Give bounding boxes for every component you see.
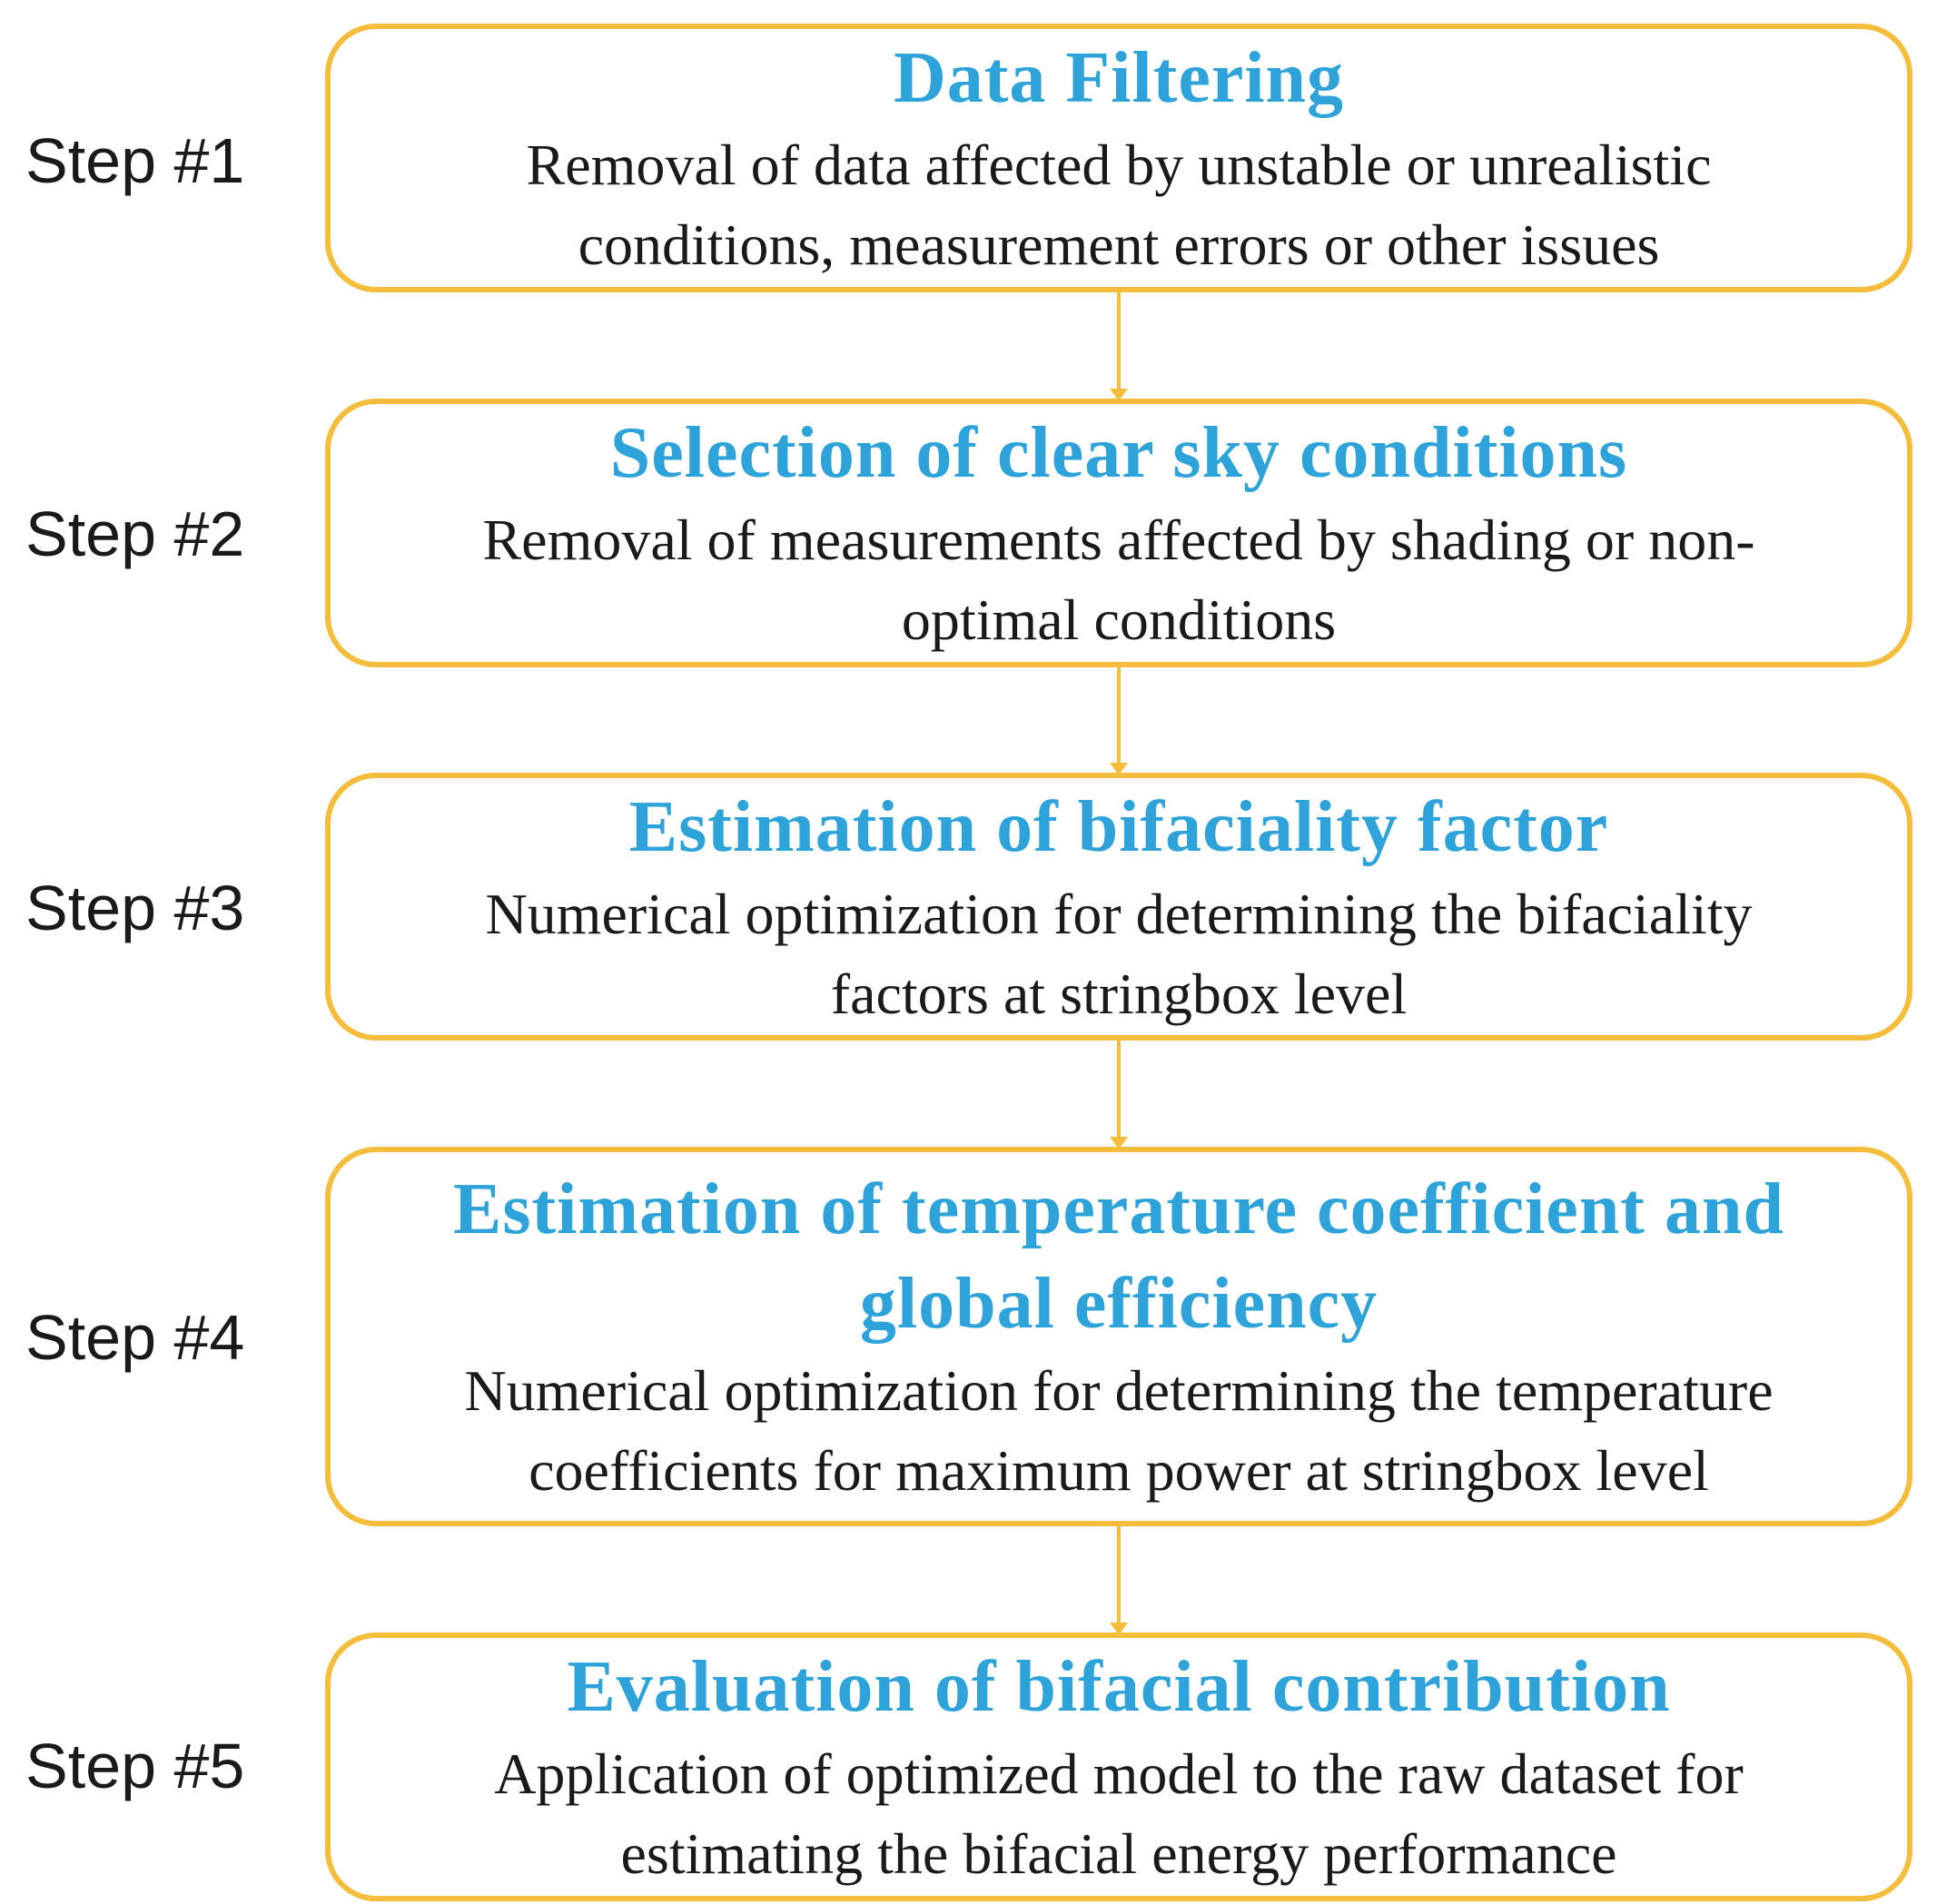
step-description-4: [464, 1351, 1773, 1511]
step-title-4: [453, 1162, 1784, 1351]
step-description-line: Application of optimized model to the raw dataset for: [494, 1741, 1744, 1806]
step-label-5: Step #5: [25, 1731, 245, 1801]
step-title-line: Evaluation of bifacial contribution: [567, 1647, 1671, 1727]
step-title-line: global efficiency: [859, 1264, 1379, 1344]
step-box-5: [325, 1633, 1912, 1901]
step-box-4: [325, 1147, 1912, 1526]
step-label-4: Step #4: [25, 1302, 245, 1373]
step-description-line: Removal of measurements affected by shading or non-: [482, 508, 1755, 572]
step-title-line: Estimation of temperature coefficient and: [453, 1169, 1784, 1249]
step-label-3: Step #3: [25, 873, 245, 943]
connector-line-3-4: [1117, 1041, 1121, 1140]
step-description-5: [494, 1734, 1744, 1894]
connector-line-2-3: [1117, 667, 1121, 766]
step-description-2: [482, 500, 1754, 660]
step-description-line: Removal of data affected by unstable or unrealistic: [526, 133, 1712, 197]
step-label-2: Step #2: [25, 498, 245, 569]
step-box-3: [325, 773, 1912, 1041]
step-title-line: Data Filtering: [893, 38, 1345, 118]
step-title-line: Selection of clear sky conditions: [609, 413, 1628, 493]
step-description-line: factors at stringbox level: [830, 961, 1408, 1026]
step-description-line: Numerical optimization for determining the temperature: [464, 1358, 1774, 1423]
step-title-5: [567, 1640, 1670, 1734]
step-description-line: estimating the bifacial energy performance: [620, 1821, 1617, 1886]
step-box-2: [325, 399, 1912, 667]
step-box-1: [325, 24, 1912, 292]
step-description-3: [485, 874, 1752, 1034]
step-description-line: optimal conditions: [901, 587, 1337, 652]
connector-line-4-5: [1117, 1526, 1121, 1626]
connector-line-1-2: [1117, 292, 1121, 392]
step-title-line: Estimation of bifaciality factor: [628, 786, 1609, 867]
step-title-2: [610, 406, 1627, 500]
step-description-line: conditions, measurement errors or other issues: [578, 212, 1660, 277]
step-label-1: Step #1: [25, 125, 245, 196]
step-title-3: [629, 780, 1608, 874]
step-title-1: [894, 31, 1344, 125]
step-description-1: [527, 125, 1712, 285]
step-description-line: coefficients for maximum power at stringbox level: [529, 1438, 1709, 1503]
step-description-line: Numerical optimization for determining the bifaciality: [485, 881, 1753, 946]
